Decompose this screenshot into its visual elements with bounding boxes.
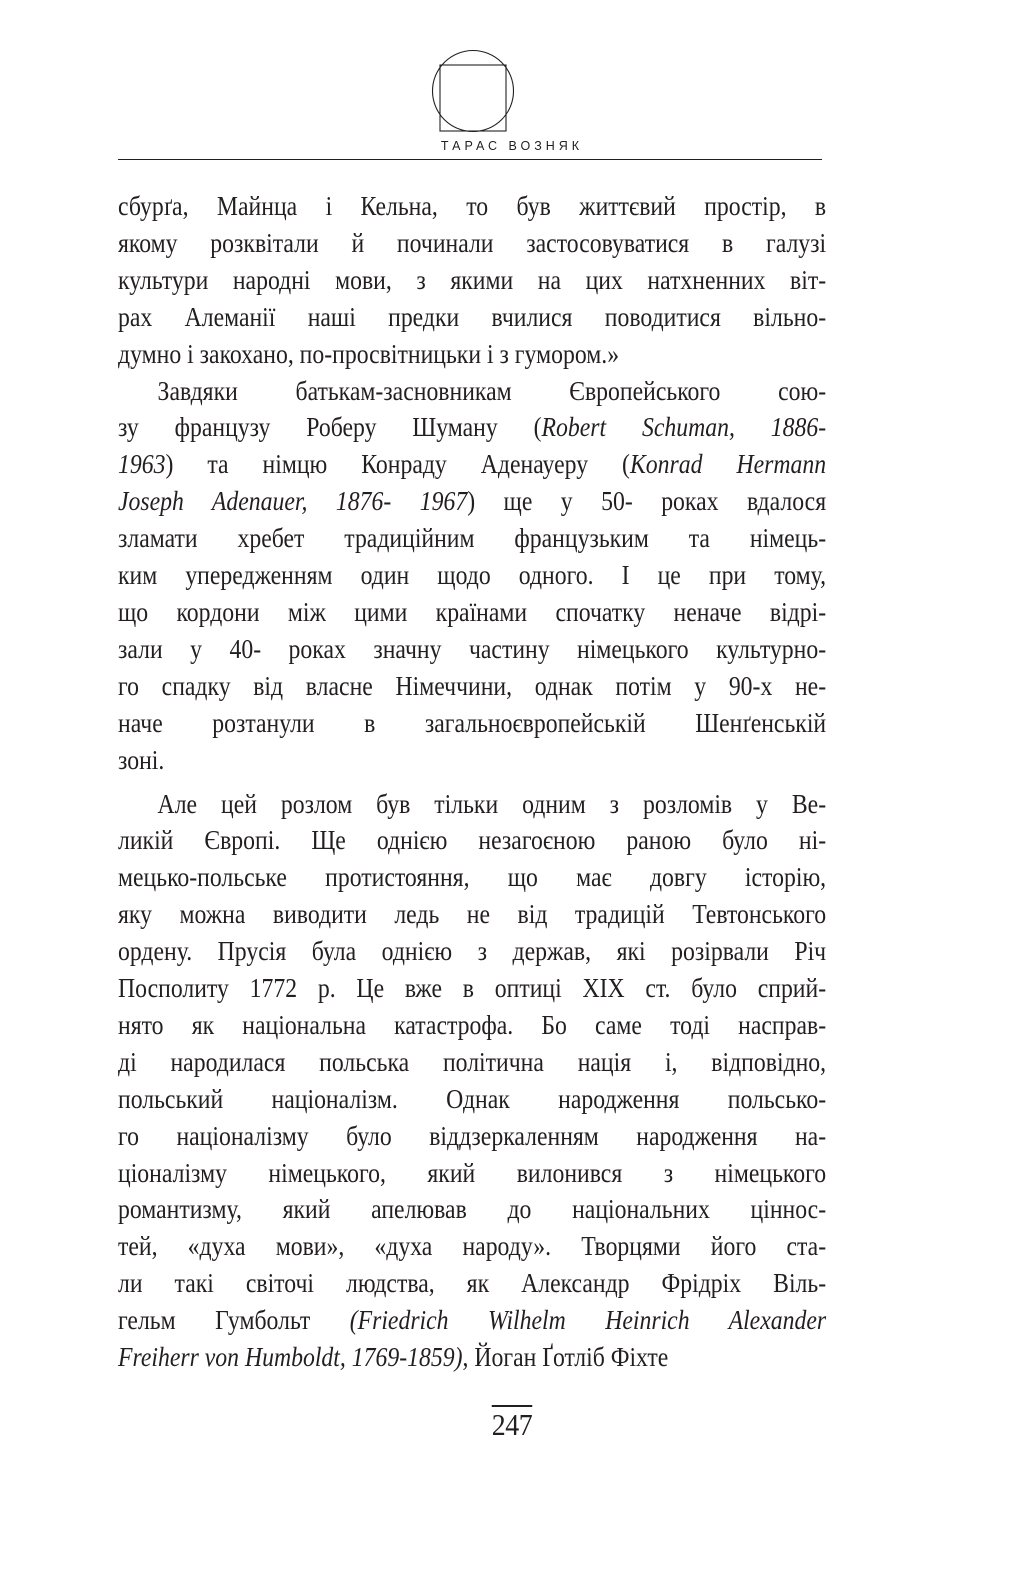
text-run: ціоналізму німецького, який вилонився з німецького bbox=[118, 1156, 827, 1188]
text-line bbox=[118, 409, 826, 446]
text-line bbox=[118, 742, 826, 779]
text-run: Посполиту 1772 р. Це вже в оптиці XIX ст. було сприй- bbox=[118, 972, 827, 1004]
text-line bbox=[118, 631, 826, 668]
text-run: зали у 40- роках значну частину німецького культурно- bbox=[118, 632, 827, 664]
text-line bbox=[118, 446, 826, 483]
text-line bbox=[118, 1302, 826, 1339]
text-line bbox=[118, 1081, 826, 1118]
text-line bbox=[118, 1118, 826, 1155]
text-line bbox=[118, 483, 826, 520]
text-line bbox=[118, 299, 826, 336]
running-head-author: ТАРАС ВОЗНЯК bbox=[440, 139, 584, 153]
text-line bbox=[118, 1044, 826, 1081]
text-run: сбурґа, Майнца і Кельна, то був життєвий простір, в bbox=[118, 190, 827, 221]
text-run: наче розтанули в загальноєвропейській Шенґенській bbox=[118, 706, 827, 738]
text-run: ) ще у 50- роках вдалося bbox=[467, 485, 827, 517]
text-run: що кордони між цими країнами спочатку неначе відрі- bbox=[118, 595, 827, 627]
text-run: якому розквітали й починали застосовуватися в галузі bbox=[118, 226, 827, 258]
text-line bbox=[118, 1155, 826, 1192]
text-run: польський націоналізм. Однак народження польсько- bbox=[118, 1082, 827, 1114]
text-run: Але цей розлом був тільки одним з розломів у Ве- bbox=[157, 787, 827, 819]
text-run: яку можна виводити ледь не від традицій Тевтонського bbox=[118, 898, 827, 930]
text-run: го націоналізму було віддзеркаленням народження на- bbox=[118, 1119, 827, 1151]
text-line bbox=[118, 1007, 826, 1044]
text-run: зу французу Роберу Шуману ( bbox=[118, 411, 542, 443]
text-run: го спадку від власне Німеччини, однак потім у 90-х не- bbox=[118, 669, 827, 701]
text-run: нято як національна катастрофа. Бо саме тоді насправ- bbox=[118, 1008, 827, 1040]
text-line bbox=[118, 786, 826, 823]
text-line bbox=[118, 1228, 826, 1265]
text-line bbox=[118, 859, 826, 896]
page-number: 247 bbox=[491, 1407, 533, 1442]
text-run: романтизму, який апелював до національних ціннос- bbox=[118, 1193, 827, 1225]
text-run: культури народні мови, з якими на цих натхненних віт- bbox=[118, 263, 827, 295]
text-run: тей, «духа мови», «духа народу». Творцями його ста- bbox=[118, 1230, 827, 1262]
text-run: ликій Європі. Ще однією незагоєною раною було ні- bbox=[118, 824, 827, 856]
text-line bbox=[118, 1191, 826, 1228]
text-run: зламати хребет традиційним французьким та німець- bbox=[118, 522, 827, 554]
text-run: ли такі світочі людства, як Александр Фрідріх Віль- bbox=[118, 1267, 827, 1299]
italic-text-run: Robert Schuman, 1886- bbox=[541, 411, 827, 443]
text-line bbox=[118, 1339, 826, 1376]
text-line bbox=[118, 225, 826, 262]
text-line bbox=[118, 705, 826, 742]
text-run: рах Алеманії наші предки вчилися поводитися вільно- bbox=[118, 300, 827, 332]
text-run: , Йоган Ґотліб Фіхте bbox=[462, 1341, 669, 1373]
text-line bbox=[118, 520, 826, 557]
italic-text-run: (Friedrich Wilhelm Heinrich Alexander bbox=[349, 1304, 827, 1336]
italic-text-run: Konrad Hermann bbox=[629, 448, 827, 480]
text-line bbox=[118, 933, 826, 970]
text-run: ) та німцю Конраду Аденауеру ( bbox=[165, 448, 630, 480]
text-run: зоні. bbox=[118, 743, 165, 775]
text-line bbox=[118, 336, 826, 373]
text-line bbox=[118, 594, 826, 631]
text-line bbox=[118, 668, 826, 705]
body-text bbox=[118, 188, 826, 1376]
italic-text-run: 1963 bbox=[118, 448, 166, 480]
text-line bbox=[118, 1265, 826, 1302]
text-line bbox=[118, 188, 826, 225]
text-run: ордену. Прусія була однією з держав, які розірвали Річ bbox=[118, 935, 827, 967]
text-line bbox=[118, 970, 826, 1007]
text-run: мецько-польське протистояння, що має довгу історію, bbox=[118, 861, 827, 893]
text-line bbox=[118, 373, 826, 410]
italic-text-run: Joseph Adenauer, 1876- 1967 bbox=[118, 485, 468, 517]
text-run: думно і закохано, по-просвітницьки і з гумором.» bbox=[118, 337, 620, 369]
text-run: Завдяки батькам-засновникам Європейського сою- bbox=[157, 374, 827, 406]
text-line bbox=[118, 557, 826, 594]
circle-square-logo-icon bbox=[430, 48, 516, 134]
header-rule bbox=[118, 159, 822, 160]
text-line bbox=[118, 822, 826, 859]
italic-text-run: Freiherr von Humboldt, 1769-1859) bbox=[118, 1341, 463, 1373]
text-line bbox=[118, 896, 826, 933]
text-run: ким упередженням один щодо одного. І це при тому, bbox=[118, 559, 827, 591]
text-run: гельм Гумбольт bbox=[118, 1304, 350, 1336]
text-line bbox=[118, 262, 826, 299]
text-run: ді народилася польська політична нація і, відповідно, bbox=[118, 1045, 827, 1077]
